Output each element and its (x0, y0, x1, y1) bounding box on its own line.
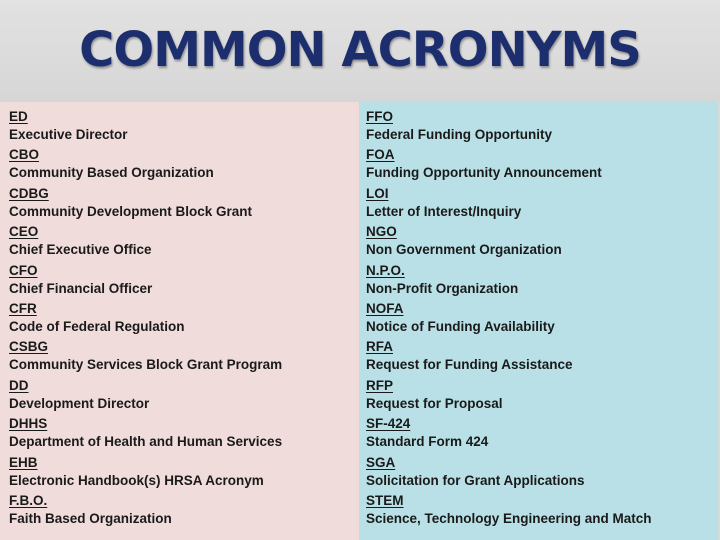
acronym-abbreviation: SGA (366, 454, 396, 470)
acronym-abbreviation: F.B.O. (9, 492, 48, 508)
acronym-abbreviation: CEO (9, 224, 39, 240)
acronym-abbreviation: RFA (366, 339, 393, 355)
acronym-entry (9, 262, 359, 300)
acronym-entry (366, 223, 718, 261)
acronym-meaning: Chief Financial Officer (9, 280, 153, 296)
acronym-meaning: Non-Profit Organization (366, 280, 519, 296)
acronym-meaning: Community Based Organization (9, 165, 214, 181)
acronym-entry (9, 492, 359, 530)
acronym-abbreviation: DD (9, 377, 29, 393)
acronym-abbreviation: RFP (366, 377, 393, 393)
acronym-entry (9, 415, 359, 453)
title-bar (0, 0, 720, 102)
acronym-meaning: Department of Health and Human Services (9, 434, 283, 450)
acronym-meaning: Notice of Funding Availability (366, 318, 555, 334)
acronym-abbreviation: CBO (9, 147, 39, 163)
acronym-abbreviation: STEM (366, 492, 404, 508)
acronym-entry (9, 108, 359, 146)
acronym-column-right (359, 102, 718, 540)
acronym-meaning: Faith Based Organization (9, 510, 172, 526)
acronym-meaning: Letter of Interest/Inquiry (366, 203, 522, 219)
acronym-abbreviation: ED (9, 109, 28, 124)
acronym-abbreviation: CSBG (9, 339, 49, 355)
acronym-entry (366, 415, 718, 453)
acronym-meaning: Development Director (9, 395, 150, 411)
acronym-abbreviation: FOA (366, 147, 395, 163)
acronym-entry (9, 223, 359, 261)
acronym-meaning: Request for Proposal (366, 395, 503, 411)
acronym-entry (366, 300, 718, 338)
acronym-entry (9, 338, 359, 376)
acronym-entry (366, 492, 718, 530)
acronym-meaning: Solicitation for Grant Applications (366, 472, 585, 488)
acronym-entry (9, 185, 359, 223)
acronym-meaning: Community Development Block Grant (9, 203, 253, 219)
acronym-entry (366, 108, 718, 146)
slide-title: COMMON ACRONYMS (79, 22, 641, 78)
acronym-entry (9, 454, 359, 492)
acronym-meaning: Chief Executive Office (9, 242, 152, 258)
acronym-meaning: Science, Technology Engineering and Match (366, 510, 652, 526)
acronym-abbreviation: CFO (9, 262, 38, 278)
acronym-entry (366, 454, 718, 492)
acronym-meaning: Federal Funding Opportunity (366, 127, 552, 142)
acronym-entry (9, 146, 359, 184)
acronym-abbreviation: CFR (9, 300, 37, 316)
acronym-abbreviation: NGO (366, 224, 397, 240)
acronym-meaning: Standard Form 424 (366, 434, 489, 450)
acronym-meaning: Electronic Handbook(s) HRSA Acronym (9, 472, 264, 488)
acronym-meaning: Executive Director (9, 127, 128, 142)
acronym-abbreviation: CDBG (9, 185, 49, 201)
acronym-meaning: Request for Funding Assistance (366, 357, 573, 373)
acronym-entry (366, 338, 718, 376)
acronym-abbreviation: N.P.O. (366, 262, 405, 278)
acronym-abbreviation: SF-424 (366, 416, 411, 432)
acronym-abbreviation: NOFA (366, 300, 404, 316)
acronym-meaning: Funding Opportunity Announcement (366, 165, 602, 181)
acronym-entry (9, 377, 359, 415)
acronym-abbreviation: DHHS (9, 416, 48, 432)
acronym-meaning: Community Services Block Grant Program (9, 357, 283, 373)
acronym-entry (366, 262, 718, 300)
acronym-entry (366, 146, 718, 184)
acronym-column-left (0, 102, 359, 540)
acronym-abbreviation: FFO (366, 109, 393, 124)
acronym-abbreviation: EHB (9, 454, 38, 470)
acronym-meaning: Non Government Organization (366, 242, 562, 258)
acronym-entry (366, 377, 718, 415)
acronym-entry (366, 185, 718, 223)
acronym-meaning: Code of Federal Regulation (9, 318, 185, 334)
acronym-entry (9, 300, 359, 338)
acronym-abbreviation: LOI (366, 185, 389, 201)
